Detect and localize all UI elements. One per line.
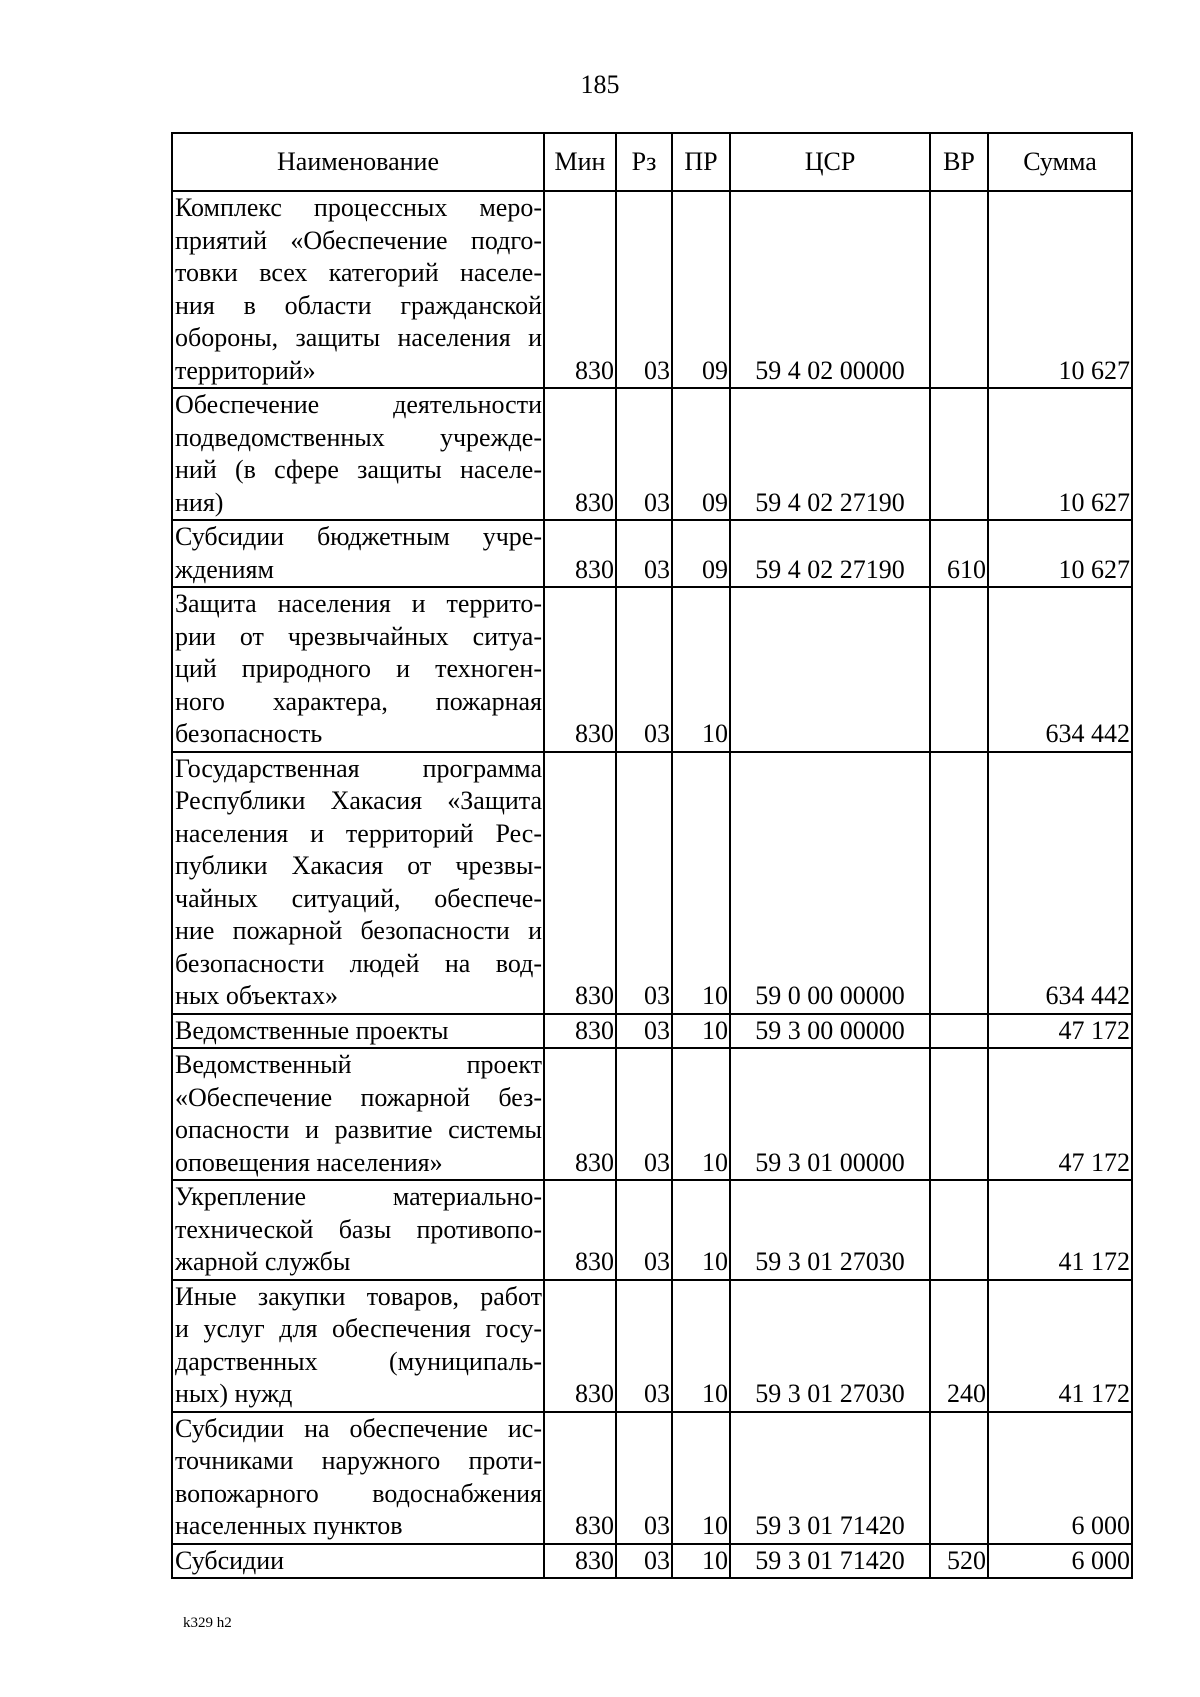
- cell-sum: 6 000: [988, 1412, 1132, 1544]
- cell-pr: 10: [672, 1014, 730, 1049]
- cell-pr: 10: [672, 1544, 730, 1579]
- table-row: [172, 1014, 1132, 1049]
- name-line: дарственных (муниципаль-: [175, 1346, 542, 1376]
- cell-rz: 03: [616, 587, 672, 752]
- cell-vr: [930, 1014, 988, 1049]
- cell-name: [172, 587, 544, 752]
- cell-min: 830: [544, 1048, 616, 1180]
- cell-csr: 59 4 02 27190: [730, 520, 930, 587]
- table-row: [172, 520, 1132, 587]
- cell-name: [172, 1412, 544, 1544]
- cell-pr: 10: [672, 1280, 730, 1412]
- column-header-csr: ЦСР: [730, 133, 930, 191]
- cell-vr: [930, 1412, 988, 1544]
- cell-name: [172, 752, 544, 1014]
- cell-rz: 03: [616, 1280, 672, 1412]
- name-line: ций природного и техноген-: [175, 654, 542, 683]
- table-row: [172, 1280, 1132, 1412]
- cell-csr: 59 4 02 00000: [730, 191, 930, 388]
- cell-vr: [930, 587, 988, 752]
- column-header-name: Наименование: [172, 133, 544, 191]
- cell-min: 830: [544, 1014, 616, 1049]
- name-line: территорий»: [175, 355, 316, 385]
- cell-csr: 59 3 01 27030: [730, 1280, 930, 1412]
- cell-min: 830: [544, 1180, 616, 1280]
- table-row: [172, 1180, 1132, 1280]
- table-body: [172, 191, 1132, 1578]
- cell-name: [172, 1048, 544, 1180]
- name-line: ния в области гражданской: [175, 290, 542, 320]
- name-line: технической базы противопо-: [175, 1214, 542, 1244]
- table-row: [172, 191, 1132, 388]
- cell-csr: 59 0 00 00000: [730, 752, 930, 1014]
- cell-pr: 10: [672, 1180, 730, 1280]
- cell-sum: 41 172: [988, 1280, 1132, 1412]
- cell-sum: 47 172: [988, 1048, 1132, 1180]
- cell-vr: [930, 1180, 988, 1280]
- cell-min: 830: [544, 1544, 616, 1579]
- name-line: Укрепление материально-: [175, 1182, 542, 1211]
- cell-sum: 634 442: [988, 587, 1132, 752]
- cell-csr: 59 4 02 27190: [730, 388, 930, 520]
- cell-csr: 59 3 01 00000: [730, 1048, 930, 1180]
- cell-vr: 610: [930, 520, 988, 587]
- cell-sum: 41 172: [988, 1180, 1132, 1280]
- column-header-sum: Сумма: [988, 133, 1132, 191]
- cell-rz: 03: [616, 1014, 672, 1049]
- name-line: Комплекс процессных меро-: [175, 193, 542, 222]
- cell-vr: 240: [930, 1280, 988, 1412]
- name-line: подведомственных учрежде-: [175, 422, 542, 452]
- budget-table: [171, 132, 1133, 1579]
- name-line: Обеспечение деятельности: [175, 390, 542, 419]
- name-line: оповещения населения»: [175, 1147, 443, 1177]
- cell-pr: 10: [672, 1412, 730, 1544]
- cell-sum: 10 627: [988, 520, 1132, 587]
- table-row: [172, 388, 1132, 520]
- cell-vr: [930, 1048, 988, 1180]
- cell-rz: 03: [616, 520, 672, 587]
- cell-csr: 59 3 01 27030: [730, 1180, 930, 1280]
- table-row: [172, 587, 1132, 752]
- cell-min: 830: [544, 520, 616, 587]
- page-number: 185: [580, 70, 620, 99]
- cell-rz: 03: [616, 1544, 672, 1579]
- cell-sum: 10 627: [988, 388, 1132, 520]
- name-line: ния): [175, 487, 224, 517]
- name-line: ний (в сфере защиты населе-: [175, 455, 542, 484]
- name-line: Субсидии на обеспечение ис-: [175, 1413, 542, 1443]
- cell-sum: 6 000: [988, 1544, 1132, 1579]
- name-line: обороны, защиты населения и: [175, 323, 542, 352]
- name-line: ных объектах»: [175, 981, 338, 1010]
- name-line: вопожарного водоснабжения: [175, 1478, 542, 1508]
- cell-sum: 47 172: [988, 1014, 1132, 1049]
- name-line: безопасности людей на вод-: [175, 948, 542, 978]
- name-line: «Обеспечение пожарной без-: [175, 1082, 542, 1112]
- cell-rz: 03: [616, 191, 672, 388]
- column-header-vr: ВР: [930, 133, 988, 191]
- cell-name: [172, 520, 544, 587]
- name-line: ного характера, пожарная: [175, 686, 542, 716]
- table-row: [172, 1412, 1132, 1544]
- name-line: населения и территорий Рес-: [175, 818, 542, 848]
- name-line: и услуг для обеспечения госу-: [175, 1314, 542, 1343]
- name-line: товки всех категорий населе-: [175, 258, 542, 287]
- cell-pr: 09: [672, 520, 730, 587]
- cell-sum: 10 627: [988, 191, 1132, 388]
- name-line: публики Хакасия от чрезвы-: [175, 851, 542, 880]
- name-line: Республики Хакасия «Защита: [175, 786, 542, 815]
- name-line: Иные закупки товаров, работ: [175, 1281, 542, 1311]
- table-row: [172, 1048, 1132, 1180]
- name-line: чайных ситуаций, обеспече-: [175, 883, 542, 913]
- cell-pr: 09: [672, 388, 730, 520]
- cell-rz: 03: [616, 752, 672, 1014]
- table-row: [172, 1544, 1132, 1579]
- name-line: точниками наружного проти-: [175, 1446, 542, 1475]
- cell-sum: 634 442: [988, 752, 1132, 1014]
- cell-name: [172, 388, 544, 520]
- cell-vr: [930, 752, 988, 1014]
- cell-vr: 520: [930, 1544, 988, 1579]
- cell-min: 830: [544, 587, 616, 752]
- cell-csr: 59 3 00 00000: [730, 1014, 930, 1049]
- cell-pr: 10: [672, 587, 730, 752]
- name-line: Ведомственные проекты: [175, 1015, 449, 1045]
- cell-pr: 09: [672, 191, 730, 388]
- cell-name: [172, 1280, 544, 1412]
- table-row: [172, 752, 1132, 1014]
- cell-vr: [930, 388, 988, 520]
- cell-rz: 03: [616, 1180, 672, 1280]
- cell-csr: 59 3 01 71420: [730, 1544, 930, 1579]
- name-line: ных) нужд: [175, 1379, 293, 1408]
- cell-min: 830: [544, 1412, 616, 1544]
- cell-min: 830: [544, 1280, 616, 1412]
- name-line: Субсидии бюджетным учре-: [175, 522, 542, 551]
- column-header-min: Мин: [544, 133, 616, 191]
- cell-min: 830: [544, 191, 616, 388]
- cell-min: 830: [544, 388, 616, 520]
- name-line: рии от чрезвычайных ситуа-: [175, 621, 542, 651]
- name-line: безопасность: [175, 719, 323, 748]
- cell-vr: [930, 191, 988, 388]
- column-header-pr: ПР: [672, 133, 730, 191]
- name-line: жарной службы: [175, 1247, 351, 1276]
- cell-rz: 03: [616, 1412, 672, 1544]
- name-line: Защита населения и террито-: [175, 589, 542, 618]
- cell-csr: [730, 587, 930, 752]
- name-line: ние пожарной безопасности и: [175, 916, 542, 945]
- name-line: ждениям: [175, 554, 274, 584]
- cell-pr: 10: [672, 752, 730, 1014]
- cell-name: [172, 191, 544, 388]
- cell-name: [172, 1014, 544, 1049]
- table-header-row: [172, 133, 1132, 191]
- cell-rz: 03: [616, 1048, 672, 1180]
- name-line: населенных пунктов: [175, 1511, 403, 1540]
- cell-csr: 59 3 01 71420: [730, 1412, 930, 1544]
- document-code: k329 h2: [183, 1615, 232, 1631]
- cell-pr: 10: [672, 1048, 730, 1180]
- name-line: Ведомственный проект: [175, 1050, 542, 1079]
- column-header-rz: Рз: [616, 133, 672, 191]
- cell-min: 830: [544, 752, 616, 1014]
- cell-name: [172, 1544, 544, 1579]
- name-line: Государственная программа: [175, 753, 542, 783]
- name-line: Субсидии: [175, 1545, 285, 1575]
- name-line: опасности и развитие системы: [175, 1115, 542, 1144]
- name-line: приятий «Обеспечение подго-: [175, 225, 542, 255]
- cell-name: [172, 1180, 544, 1280]
- cell-rz: 03: [616, 388, 672, 520]
